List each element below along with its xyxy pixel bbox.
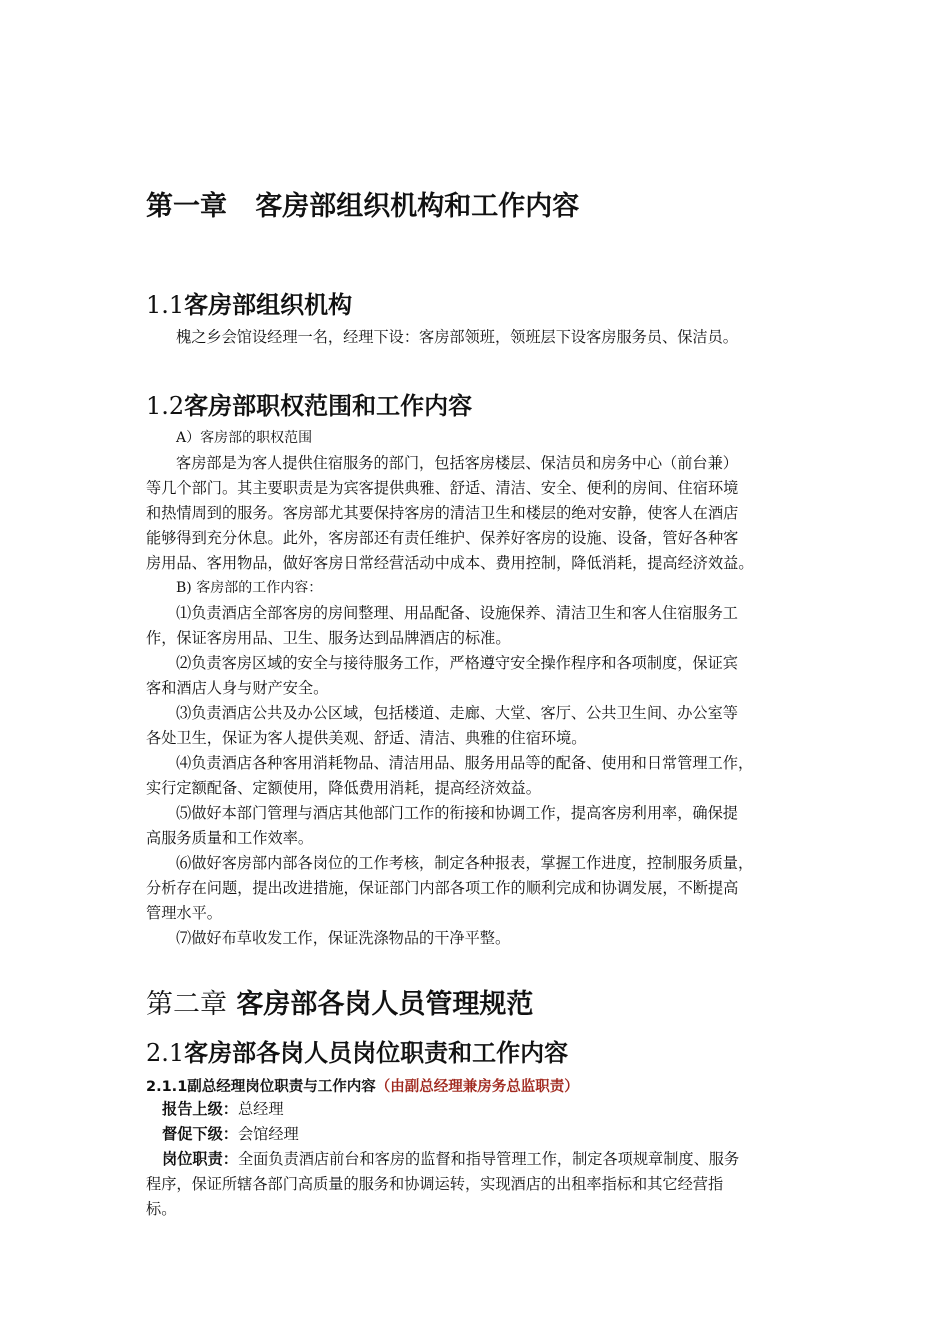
- report-value: 总经理: [237, 1100, 284, 1118]
- chapter-1-title: 客房部组织机构和工作内容: [255, 191, 580, 222]
- paragraph-line: 房用品、客用物品，做好客房日常经营活动中成本、费用控制，降低消耗，提高经济效益。: [146, 554, 754, 572]
- list-item-line: ⑶负责酒店公共及办公区域，包括楼道、走廊、大堂、客厅、公共卫生间、办公室等: [176, 704, 738, 722]
- duty-text: 全面负责酒店前台和客房的监督和指导管理工作，制定各项规章制度、服务: [237, 1150, 740, 1168]
- paragraph-line: 客房部是为客人提供住宿服务的部门，包括客房楼层、保洁员和房务中心（前台兼）: [176, 454, 738, 472]
- section-title: 客房部职权范围和工作内容: [184, 392, 473, 420]
- section-1-1-heading: [146, 285, 352, 320]
- report-line: [162, 1097, 284, 1122]
- chapter-2-heading: [146, 982, 533, 1021]
- list-item-line: 客和酒店人身与财产安全。: [146, 679, 329, 697]
- list-item-line: 高服务质量和工作效率。: [146, 829, 314, 847]
- list-item-line: ⑹做好客房部内部各岗位的工作考核，制定各种报表，掌握工作进度，控制服务质量，: [176, 854, 754, 872]
- section-number: 2.1: [146, 1039, 185, 1067]
- duty-line: 标。: [146, 1200, 177, 1218]
- paragraph: 槐之乡会馆设经理一名，经理下设：客房部领班，领班层下设客房服务员、保洁员。: [176, 328, 738, 346]
- duty-line: [162, 1147, 739, 1172]
- section-title: 客房部组织机构: [184, 291, 353, 319]
- section-number: 1.1: [146, 291, 185, 319]
- list-item-line: ⑺做好布草收发工作，保证洗涤物品的干净平整。: [176, 929, 511, 947]
- chapter-1-label: 第一章: [146, 191, 227, 222]
- subheading-b: B) 客房部的工作内容：: [176, 580, 323, 596]
- subsection-number: 2.1.1: [146, 1079, 188, 1095]
- paragraph-line: 等几个部门。其主要职责是为宾客提供典雅、舒适、清洁、安全、便利的房间、住宿环境: [146, 479, 739, 497]
- list-item-line: 作，保证客房用品、卫生、服务达到品牌酒店的标准。: [146, 629, 511, 647]
- duty-line: 程序，保证所辖各部门高质量的服务和协调运转，实现酒店的出租率指标和其它经营指: [146, 1175, 724, 1193]
- supervise-value: 会馆经理: [237, 1125, 299, 1143]
- section-1-2-heading: [146, 386, 472, 421]
- report-label: 报告上级：: [162, 1100, 238, 1118]
- section-number: 1.2: [146, 392, 185, 420]
- subsection-2-1-1-heading: [146, 1075, 579, 1096]
- duty-label: 岗位职责：: [162, 1150, 238, 1168]
- chapter-2-title: 客房部各岗人员管理规范: [236, 989, 534, 1020]
- list-item-line: ⑷负责酒店各种客用消耗物品、清洁用品、服务用品等的配备、使用和日常管理工作，: [176, 754, 754, 772]
- subsection-note: （由副总经理兼房务总监职责）: [375, 1079, 579, 1095]
- list-item-line: 分析存在问题，提出改进措施，保证部门内部各项工作的顺利完成和协调发展，不断提高: [146, 879, 739, 897]
- subheading-a: A）客房部的职权范围: [176, 430, 313, 446]
- paragraph-line: 和热情周到的服务。客房部尤其要保持客房的清洁卫生和楼层的绝对安静，使客人在酒店: [146, 504, 739, 522]
- section-2-1-heading: [146, 1033, 568, 1068]
- list-item-line: 各处卫生，保证为客人提供美观、舒适、清洁、典雅的住宿环境。: [146, 729, 587, 747]
- paragraph-line: 能够得到充分休息。此外，客房部还有责任维护、保养好客房的设施、设备，管好各种客: [146, 529, 739, 547]
- list-item-line: 实行定额配备、定额使用，降低费用消耗，提高经济效益。: [146, 779, 541, 797]
- chapter-1-heading: [146, 184, 579, 223]
- list-item-line: ⑵负责客房区域的安全与接待服务工作，严格遵守安全操作程序和各项制度，保证宾: [176, 654, 738, 672]
- supervise-line: [162, 1122, 299, 1147]
- list-item-line: 管理水平。: [146, 904, 222, 922]
- list-item-line: ⑸做好本部门管理与酒店其他部门工作的衔接和协调工作，提高客房利用率，确保提: [176, 804, 738, 822]
- supervise-label: 督促下级：: [162, 1125, 238, 1143]
- chapter-2-label: 第二章: [146, 989, 227, 1020]
- list-item-line: ⑴负责酒店全部客房的房间整理、用品配备、设施保养、清洁卫生和客人住宿服务工: [176, 604, 738, 622]
- section-title: 客房部各岗人员岗位职责和工作内容: [184, 1039, 569, 1067]
- subsection-title: 副总经理岗位职责与工作内容: [187, 1079, 376, 1095]
